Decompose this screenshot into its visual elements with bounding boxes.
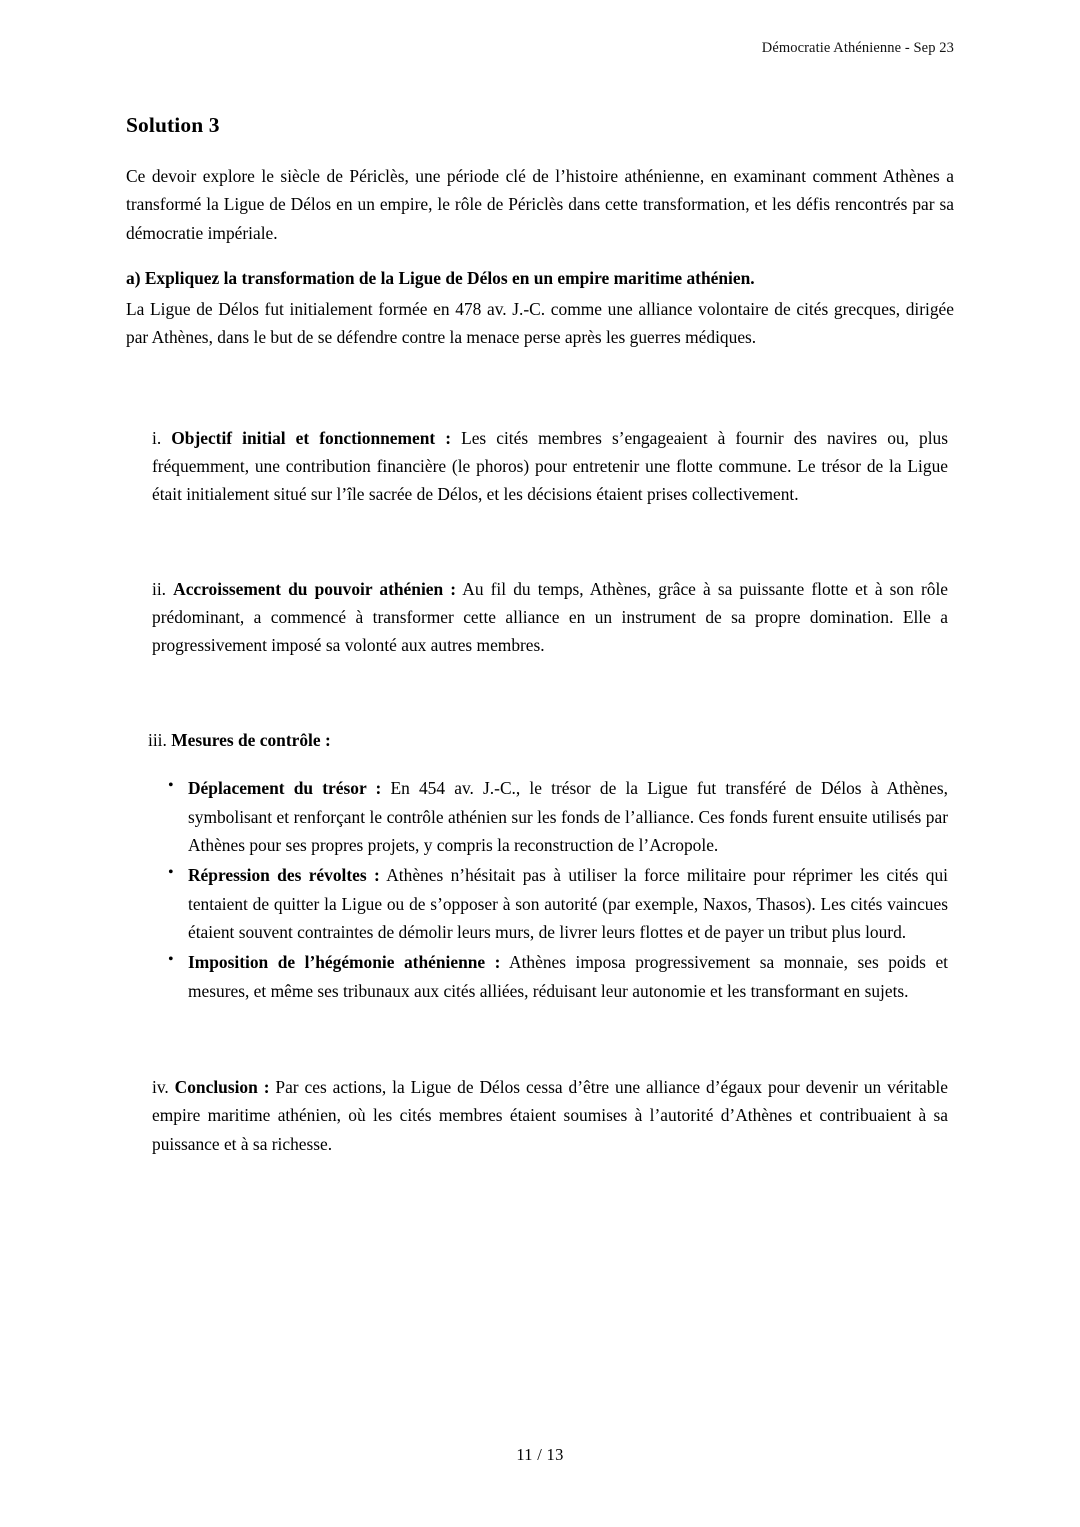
measure-1-lead: Déplacement du trésor :: [188, 778, 382, 799]
spacer: [126, 660, 954, 726]
spacer: [126, 509, 954, 575]
point-2-lead: Accroissement du pouvoir athénien :: [173, 578, 457, 599]
conclusion-text: Par ces actions, la Ligue de Délos cessa d’être une alliance d’égaux pour devenir un véritable empire maritime athénien, où les cités membres étaient soumises à l’autorité d’Athènes et contribuaient à sa puissance et à sa richesse.: [152, 1077, 948, 1154]
intro-paragraph: Ce devoir explore le siècle de Périclès, une période clé de l’histoire athénienne, en examinant comment Athènes a transformé la Ligue de Délos en un empire, le rôle de Périclès dans cette transformation, et les défis rencontrés par sa démocratie impériale.: [126, 166, 954, 243]
conclusion-lead: Conclusion :: [174, 1077, 270, 1098]
question-answer-intro: La Ligue de Délos fut initialement formée en 478 av. J.-C. comme une alliance volontaire de cités grecques, dirigée par Athènes, dans le but de se défendre contre la menace perse après les guerres médiques.: [126, 298, 954, 348]
point-1-marker: i.: [152, 427, 162, 448]
measures-marker: iii.: [148, 729, 167, 750]
point-1-text: Les cités membres s’engageaient à fournir des navires ou, plus fréquemment, une contribution financière (le phoros) pour entretenir une flotte commune. Le trésor de la Ligue était initialement situé sur l’île sacrée de Délos, et les décisions étaient prises collectivement.: [152, 427, 948, 505]
enumerated-point-2: [152, 575, 954, 660]
question-heading: a) Expliquez la transformation de la Ligue de Délos en un empire maritime athénien.: [126, 268, 755, 289]
spacer: [126, 1007, 954, 1073]
enumerated-point-1: [152, 424, 954, 509]
measure-2-text: Athènes n’hésitait pas à utiliser la force militaire pour réprimer les cités qui tentaient de quitter la Ligue ou de s’opposer à son autorité (par exemple, Naxos, Thasos). Les cités vaincues étaient souvent contraintes de démolir leurs murs, de livrer leurs flottes et de payer un tribut plus lourd.: [188, 865, 948, 942]
point-2-text: Au fil du temps, Athènes, grâce à sa puissante flotte et à son rôle prédominant, a commencé à transformer cette alliance en un instrument de sa propre domination. Elle a progressivement imposé sa volonté aux autres membres.: [152, 578, 948, 656]
page-title: Solution 3: [126, 113, 220, 137]
page-number: 11 / 13: [516, 1445, 564, 1464]
document-content: [126, 113, 954, 1158]
point-1-lead: Objectif initial et fonctionnement :: [171, 427, 452, 448]
measure-3-text: Athènes imposa progressivement sa monnaie, ses poids et mesures, et même ses tribunaux aux cités alliées, réduisant leur autonomie et les transformant en sujets.: [188, 952, 948, 1001]
measure-1-text: En 454 av. J.-C., le trésor de la Ligue fut transféré de Délos à Athènes, symbolisant et renforçant le contrôle athénien sur les fonds de l’alliance. Ces fonds furent ensuite utilisés par Athènes pour ses propres projets, y compris la reconstruction de l’Acropole.: [188, 778, 948, 855]
running-header: Démocratie Athénienne - Sep 23: [761, 40, 954, 56]
point-2-marker: ii.: [152, 578, 167, 599]
list-item: [168, 861, 948, 946]
measure-2-lead: Répression des révoltes :: [188, 865, 380, 886]
measures-heading: [148, 726, 954, 754]
measures-lead: Mesures de contrôle :: [171, 729, 331, 750]
spacer: [126, 352, 954, 424]
measure-3-lead: Imposition de l’hégémonie athénienne :: [188, 952, 501, 973]
conclusion-block: [152, 1073, 954, 1158]
list-item: [168, 948, 948, 1005]
list-item: [168, 774, 948, 859]
conclusion-marker: iv.: [152, 1077, 169, 1098]
measures-list: [126, 774, 954, 1005]
